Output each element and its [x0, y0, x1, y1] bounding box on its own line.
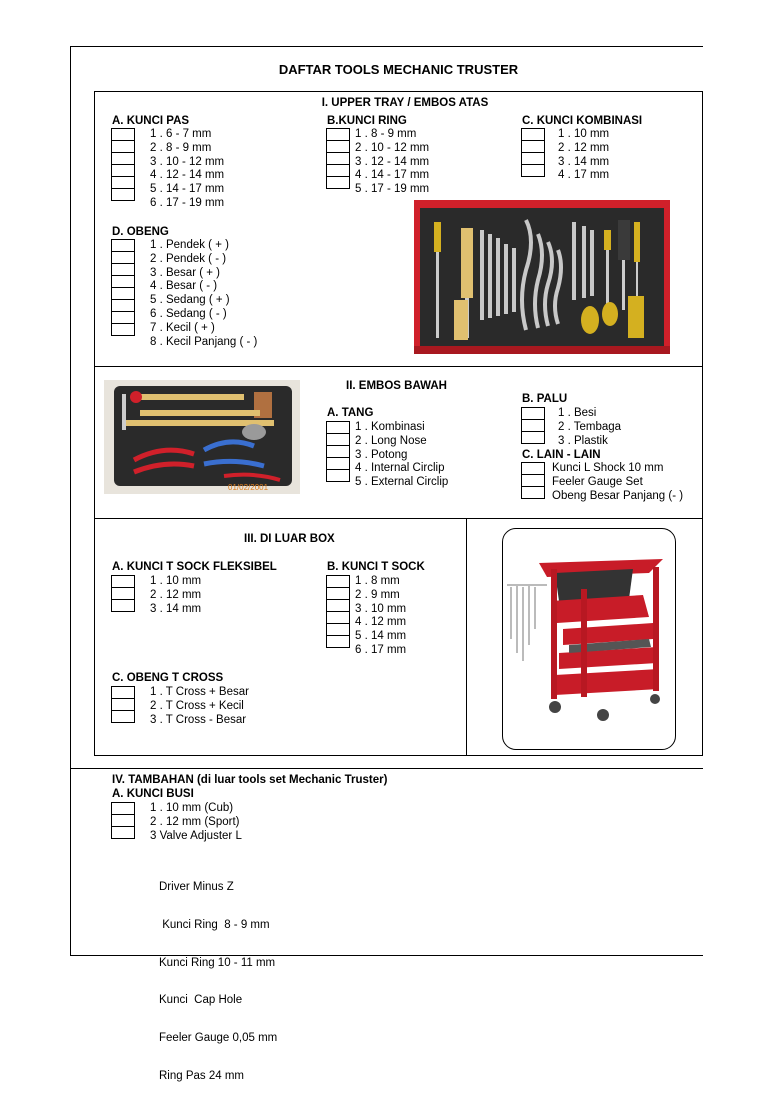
obeng-label: D. OBENG [112, 226, 169, 238]
palu-list: 1 . Besi 2 . Tembaga 3 . Plastik [558, 407, 622, 447]
lain-lain-list: Kunci L Shock 10 mm Feeler Gauge Set Obeng Besar Panjang (- ) [552, 462, 684, 502]
kunci-busi-checkboxes[interactable] [111, 802, 135, 839]
section-upper-heading: I. UPPER TRAY / EMBOS ATAS [321, 97, 489, 109]
obeng-t-cross-checkboxes[interactable] [111, 686, 135, 723]
kunci-pas-list: 1 . 6 - 7 mm 2 . 8 - 9 mm 3 . 10 - 12 mm 4 . 12 - 14 mm 5 . 14 - 17 mm 6 . 17 - 19 mm [150, 128, 225, 209]
lain-lain-label: C. LAIN - LAIN [522, 449, 601, 461]
kunci-t-sock-list: 1 . 8 mm 2 . 9 mm 3 . 10 mm 4 . 12 mm 5 . 14 mm 6 . 17 mm [355, 575, 407, 656]
kunci-pas-checkboxes[interactable] [111, 128, 135, 201]
section-outside-heading: III. DI LUAR BOX [244, 533, 335, 545]
kunci-pas-label: A. KUNCI PAS [112, 115, 190, 127]
lain-lain-checkboxes[interactable] [521, 462, 545, 499]
obeng-list: 1 . Pendek ( + ) 2 . Pendek ( - ) 3 . Besar ( + ) 4 . Besar ( - ) 5 . Sedang ( + ) 6 . Sedang ( - ) 7 . Kecil ( + ) 8 . Kecil Panjang ( - ) [150, 239, 258, 348]
page-title: DAFTAR TOOLS MECHANIC TRUSTER [278, 62, 519, 77]
obeng-checkboxes[interactable] [111, 239, 135, 336]
tool-trolley-photo [502, 528, 676, 750]
section-lower-heading: II. EMBOS BAWAH [346, 380, 447, 392]
palu-checkboxes[interactable] [521, 407, 545, 444]
tang-list: 1 . Kombinasi 2 . Long Nose 3 . Potong 4 . Internal Circlip 5 . External Circlip [355, 421, 449, 489]
kunci-kombinasi-label: C. KUNCI KOMBINASI [522, 115, 643, 127]
kunci-ring-list: 1 . 8 - 9 mm 2 . 10 - 12 mm 3 . 12 - 14 mm 4 . 14 - 17 mm 5 . 17 - 19 mm [355, 128, 430, 196]
section-extra-heading: IV. TAMBAHAN (di luar tools set Mechanic Truster) [112, 774, 388, 786]
kunci-t-sock-fleksibel-label: A. KUNCI T SOCK FLEKSIBEL [112, 561, 277, 573]
lower-tray-photo [104, 380, 300, 494]
tang-label: A. TANG [327, 407, 374, 419]
kunci-kombinasi-checkboxes[interactable] [521, 128, 545, 177]
kunci-ring-label: B.KUNCI RING [327, 115, 407, 127]
palu-label: B. PALU [522, 393, 568, 405]
kunci-t-sock-fleksibel-list: 1 . 10 mm 2 . 12 mm 3 . 14 mm [150, 575, 202, 615]
extra-others-list: Driver Minus Z Kunci Ring 8 - 9 mm Kunci Ring 10 - 11 mm Kunci Cap Hole Feeler Gauge 0,05 mm Ring Pas 24 mm [159, 881, 278, 1082]
kunci-ring-checkboxes[interactable] [326, 128, 350, 189]
kunci-t-sock-checkboxes[interactable] [326, 575, 350, 648]
kunci-kombinasi-list: 1 . 10 mm 2 . 12 mm 3 . 14 mm 4 . 17 mm [558, 128, 610, 182]
tang-checkboxes[interactable] [326, 421, 350, 482]
kunci-busi-label: A. KUNCI BUSI [112, 788, 194, 800]
kunci-busi-list: 1 . 10 mm (Cub) 2 . 12 mm (Sport) 3 Valve Adjuster L [150, 802, 242, 842]
obeng-t-cross-list: 1 . T Cross + Besar 2 . T Cross + Kecil 3 . T Cross - Besar [150, 686, 249, 726]
kunci-t-sock-label: B. KUNCI T SOCK [327, 561, 425, 573]
kunci-t-sock-fleksibel-checkboxes[interactable] [111, 575, 135, 612]
obeng-t-cross-label: C. OBENG T CROSS [112, 672, 224, 684]
upper-tray-photo [414, 200, 670, 354]
photo-date-stamp: 01/02/2001 [228, 483, 269, 492]
